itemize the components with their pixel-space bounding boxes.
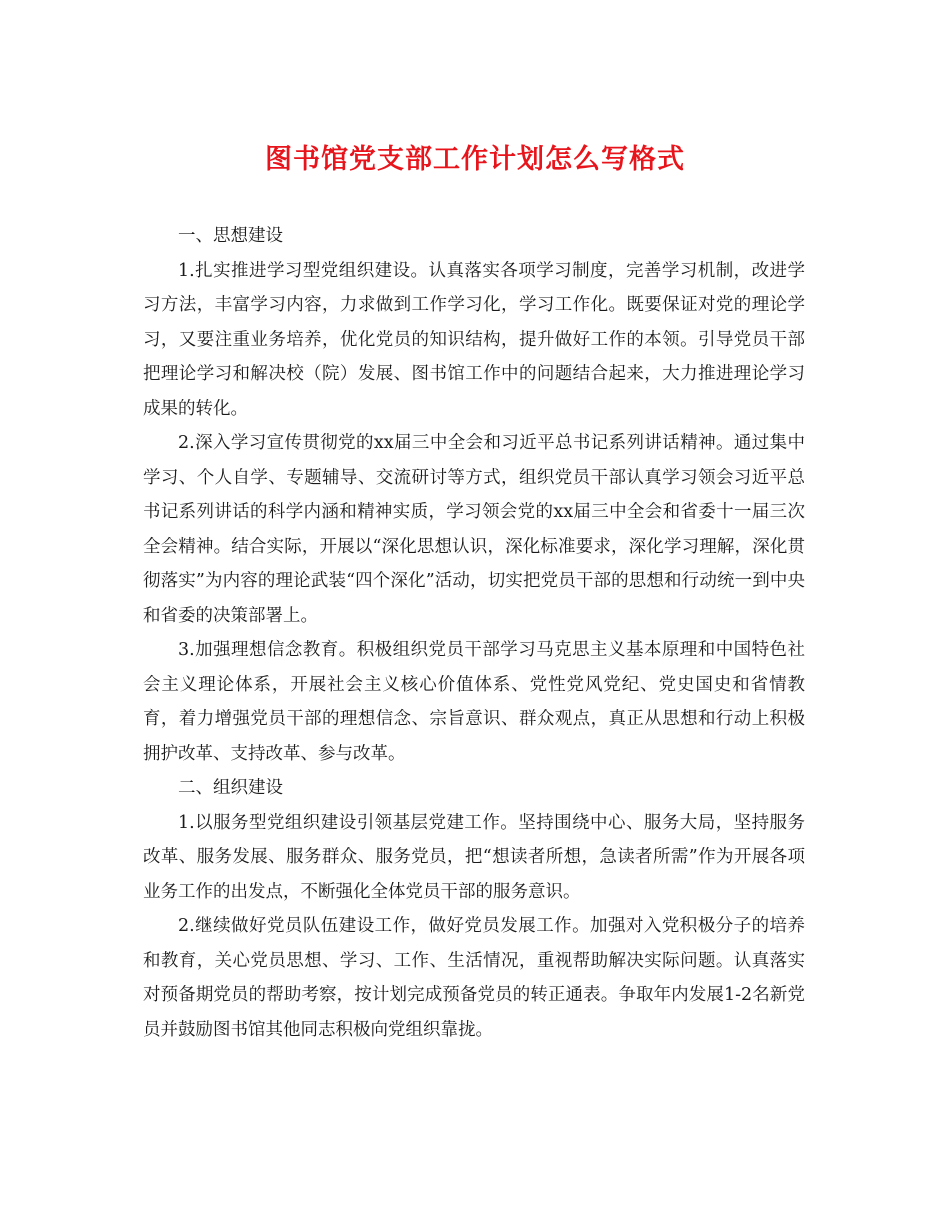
section-heading-ideology: 一、思想建设: [178, 226, 283, 246]
paragraph: 2.继续做好党员队伍建设工作，做好党员发展工作。加强对入党积极分子的培养和教育，关心党员思想、学习、工作、生活情况，重视帮助解决实际问题。认真落实对预备期党员的帮助考察，按计划完成预备党员的转正通表。争取年内发展1-2名新党员并鼓励图书馆其他同志积极向党组织靠拢。: [143, 916, 805, 1040]
document-body: [143, 219, 805, 1047]
paragraph: 3.加强理想信念教育。积极组织党员干部学习马克思主义基本原理和中国特色社会主义理论体系，开展社会主义核心价值体系、党性党风党纪、党史国史和省情教育，着力增强党员干部的理想信念、宗旨意识、群众观点，真正从思想和行动上积极拥护改革、支持改革、参与改革。: [143, 640, 805, 764]
paragraph: 2.深入学习宣传贯彻党的xx届三中全会和习近平总书记系列讲话精神。通过集中学习、个人自学、专题辅导、交流研讨等方式，组织党员干部认真学习领会习近平总书记系列讲话的科学内涵和精神实质，学习领会党的xx届三中全会和省委十一届三次全会精神。结合实际，开展以“深化思想认识，深化标准要求，深化学习理解，深化贯彻落实”为内容的理论武装“四个深化”活动，切实把党员干部的思想和行动统一到中央和省委的决策部署上。: [143, 433, 805, 626]
section-heading-organization: 二、组织建设: [178, 778, 283, 798]
paragraph: 1.以服务型党组织建设引领基层党建工作。坚持围绕中心、服务大局，坚持服务改革、服务发展、服务群众、服务党员，把“想读者所想，急读者所需”作为开展各项业务工作的出发点，不断强化全体党员干部的服务意识。: [143, 812, 805, 902]
document-title: 图书馆党支部工作计划怎么写格式: [265, 144, 685, 175]
paragraph: 1.扎实推进学习型党组织建设。认真落实各项学习制度，完善学习机制，改进学习方法，丰富学习内容，力求做到工作学习化，学习工作化。既要保证对党的理论学习，又要注重业务培养，优化党员的知识结构，提升做好工作的本领。引导党员干部把理论学习和解决校（院）发展、图书馆工作中的问题结合起来，大力推进理论学习成果的转化。: [143, 260, 805, 419]
